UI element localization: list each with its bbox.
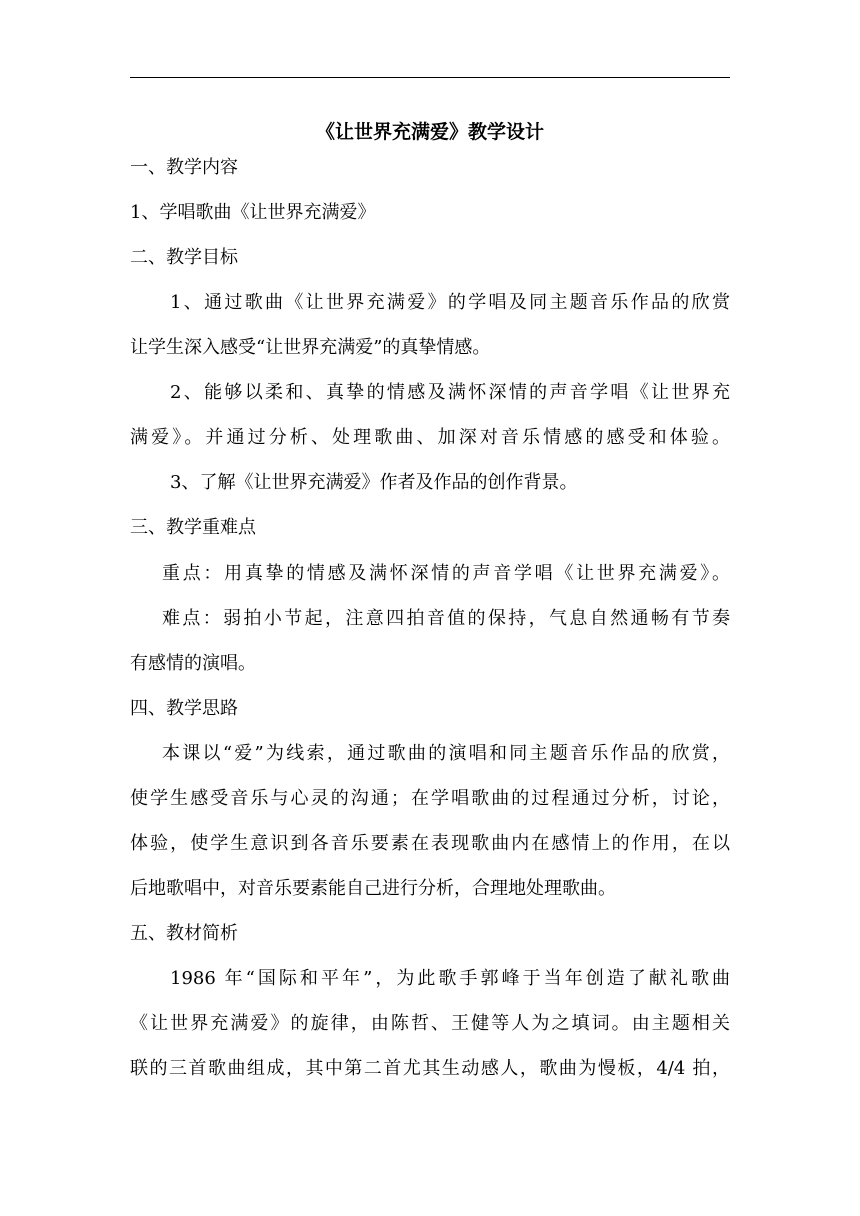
goal-2-line-1: 2、能够以柔和、真挚的情感及满怀深情的声音学唱《让世界充 <box>170 382 730 403</box>
header-rule <box>130 77 730 78</box>
material-line-1: 1986 年“国际和平年”，为此歌手郭峰于当年创造了献礼歌曲 <box>170 968 730 989</box>
approach-line-4: 后地歌唱中，对音乐要素能自己进行分析，合理地处理歌曲。 <box>130 878 616 899</box>
document-title: 《让世界充满爱》教学设计 <box>315 121 544 143</box>
content-item: 1、学唱歌曲《让世界充满爱》 <box>130 202 376 223</box>
approach-line-3: 体验，使学生意识到各音乐要素在表现歌曲内在感情上的作用，在以 <box>130 833 730 854</box>
hard-point-line-2: 有感情的演唱。 <box>130 653 256 674</box>
goal-3-line-1: 3、了解《让世界充满爱》作者及作品的创作背景。 <box>170 472 578 493</box>
goal-1-line-2: 让学生深入感受“让世界充满爱”的真挚情感。 <box>130 337 491 358</box>
approach-line-1: 本课以“爱”为线索，通过歌曲的演唱和同主题音乐作品的欣赏， <box>162 743 730 764</box>
goal-2-line-2: 满爱》。并通过分析、处理歌曲、加深对音乐情感的感受和体验。 <box>130 427 730 448</box>
section-heading-approach: 四、教学思路 <box>130 698 238 719</box>
goal-1-line-1: 1、通过歌曲《让世界充满爱》的学唱及同主题音乐作品的欣赏 <box>170 292 730 313</box>
section-heading-difficulty: 三、教学重难点 <box>130 517 256 538</box>
hard-point-line-1: 难点：弱拍小节起，注意四拍音值的保持，气息自然通畅有节奏 <box>162 608 730 629</box>
material-line-3: 联的三首歌曲组成，其中第二首尤其生动感人，歌曲为慢板，4/4 拍， <box>130 1058 730 1079</box>
material-line-2: 《让世界充满爱》的旋律，由陈哲、王健等人为之填词。由主题相关 <box>130 1013 730 1034</box>
approach-line-2: 使学生感受音乐与心灵的沟通；在学唱歌曲的过程通过分析，讨论， <box>130 788 730 809</box>
section-heading-goals: 二、教学目标 <box>130 247 238 268</box>
key-point: 重点：用真挚的情感及满怀深情的声音学唱《让世界充满爱》。 <box>162 563 730 584</box>
section-heading-content: 一、教学内容 <box>130 157 238 178</box>
section-heading-material: 五、教材简析 <box>130 923 238 944</box>
